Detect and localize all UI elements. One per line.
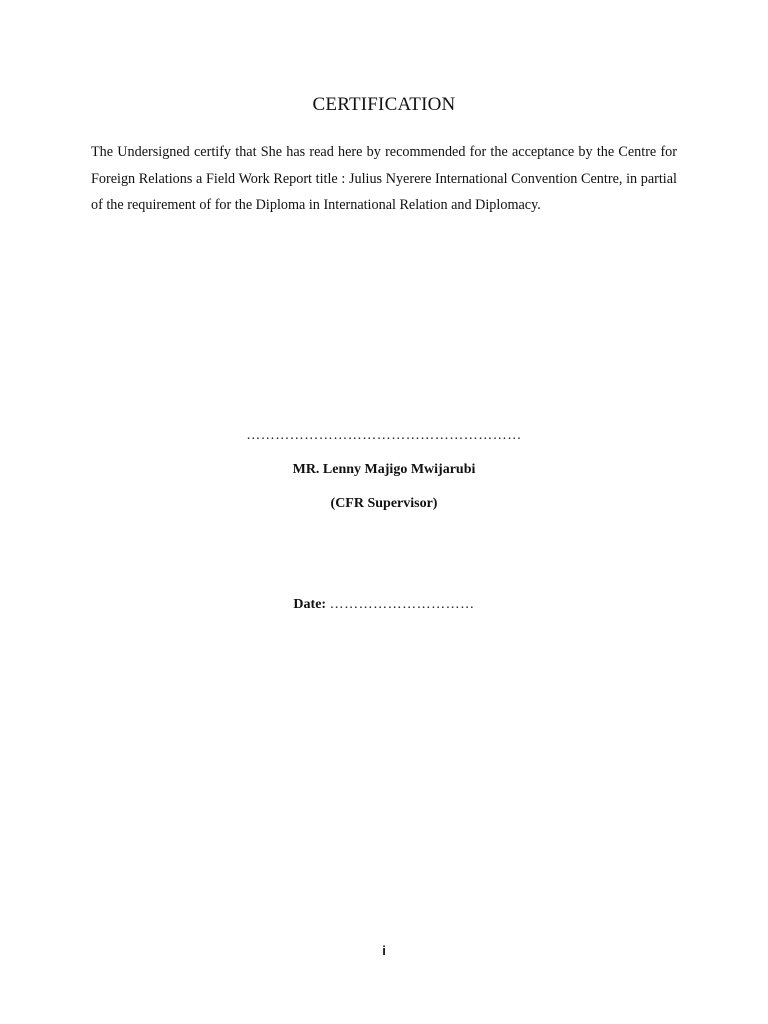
date-row xyxy=(0,597,768,613)
page-number: i xyxy=(382,943,386,958)
date-label: Date: xyxy=(293,597,327,612)
signatory-name: MR. Lenny Majigo Mwijarubi xyxy=(292,462,476,477)
signatory-role: (CFR Supervisor) xyxy=(330,496,438,511)
page-title: CERTIFICATION xyxy=(312,94,456,115)
date-placeholder: ………………………… xyxy=(329,597,475,612)
signature-line: ………………………………………………… xyxy=(246,428,522,443)
certification-paragraph: The Undersigned certify that She has read here by recommended for the acceptance by the Centre for Foreign Relations a Field Work Report title : Julius Nyerere International Convention Centre, in partial of the requirement of for the Diploma in International Relation and Diplomacy. xyxy=(91,144,677,213)
